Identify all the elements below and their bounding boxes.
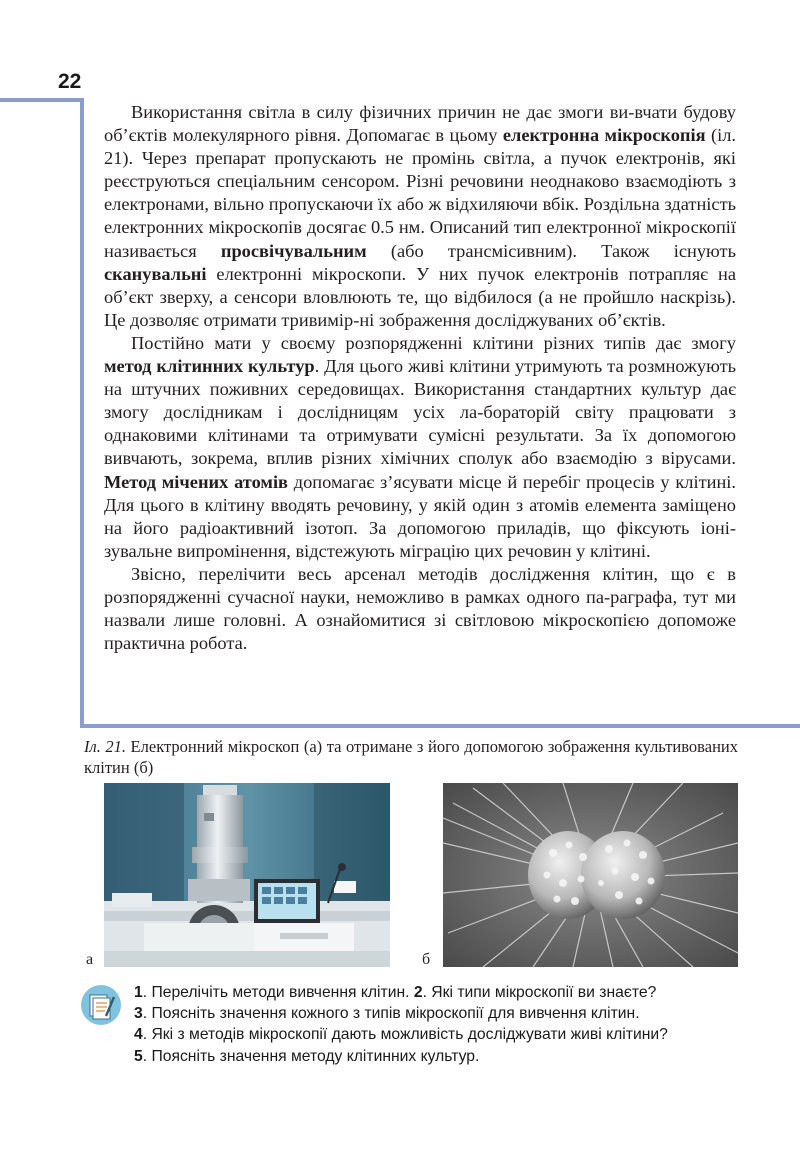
question-number: 1 xyxy=(134,984,143,1001)
text-run: електронні мікроскопи. У них пучок електронів потрапляє на об’єкт зверху, а сенсори вловлюють те, що відбилося (а не пройшло наскрізь). Це дозволяє отримати тривимір-ні зображення досліджуваних об’єктів. xyxy=(104,263,736,330)
paragraph-electron-microscopy xyxy=(104,101,736,332)
text-run: . Для цього живі клітини утримують та розмножують на штучних поживних середовищах. Використання стандартних культур дає змогу дослідникам і дослідницям усіх ла-бораторій світу працювати з однаковими клітинами та отримувати сумісні результати. За їх допомогою вивчають, зокрема, вплив різних хімічних сполук або взаємодію з вірусами. xyxy=(104,356,736,469)
term-cell-culture-method: метод клітинних культур xyxy=(104,356,315,377)
paragraph-conclusion xyxy=(104,563,736,655)
figure-caption-text: Електронний мікроскоп (а) та отримане з його допомогою зображення культивованих клітин (б) xyxy=(84,737,738,777)
question-text: . Перелічіть методи вивчення клітин. xyxy=(142,984,414,1001)
question-number: 4 xyxy=(134,1026,143,1044)
text-run: допомагає з’ясувати місце й перебіг процесів у клітині. Для цього в клітину вводять речовину, у якій один з атомів елемента заміщено на його радіоактивний ізотоп. За допомогою приладів, що фіксують іоні-зувальне випромінення, відстежують міграцію цих речовин у клітині. xyxy=(104,471,736,561)
cultured-cells-micrograph xyxy=(443,783,738,967)
question-text: . Які типи мікроскопії ви знаєте? xyxy=(422,984,657,1001)
figure-caption-label: Іл. 21. xyxy=(84,737,126,756)
frame-top-rule xyxy=(0,98,82,102)
question-line xyxy=(134,1046,754,1067)
term-scanning: сканувальні xyxy=(104,263,207,284)
question-number: 5 xyxy=(134,1047,143,1065)
figure-caption xyxy=(84,736,738,778)
paragraph-cell-cultures xyxy=(104,332,736,563)
question-text: . Поясніть значення методу клітинних культур. xyxy=(142,1047,480,1065)
question-line xyxy=(134,1024,754,1045)
body-text xyxy=(104,101,736,655)
question-number: 3 xyxy=(134,1005,143,1023)
term-labeled-atoms-method: Метод мічених атомів xyxy=(104,471,288,492)
review-questions xyxy=(134,982,754,1067)
figure-label-a: а xyxy=(86,951,94,968)
text-run: Постійно мати у своєму розпорядженні клітини різних типів дає змогу xyxy=(131,332,736,353)
term-electron-microscopy: електронна мікроскопія xyxy=(502,125,706,146)
question-line xyxy=(134,982,754,1003)
text-run: (іл. 21). Через препарат пропускають не промінь світла, а пучок електронів, які реєструються спеціальним сенсором. Різні речовини неоднаково взаємодіють з електронами, вільно пропускаючи їх або ж відхиляючи вбік. Роздільна здатність електронних мікроскопів досягає 0.5 нм. Описаний тип електронної мікроскопії називається xyxy=(104,125,737,261)
term-transmission: просвічувальним xyxy=(220,240,367,261)
frame-bottom-rule xyxy=(80,724,800,728)
question-line xyxy=(134,1003,754,1024)
page-number: 22 xyxy=(58,70,82,93)
electron-microscope-photo xyxy=(104,783,390,967)
question-text: . Які з методів мікроскопії дають можливість досліджувати живі клітини? xyxy=(142,1026,668,1044)
frame-left-rule xyxy=(80,98,84,726)
text-run: Використання світла в силу фізичних причин не дає змоги ви-вчати будову об’єктів молекулярного рівня. Допомагає в цьому xyxy=(104,102,736,146)
question-text: . Поясніть значення кожного з типів мікроскопії для вивчення клітин. xyxy=(142,1005,640,1023)
notebook-pen-icon xyxy=(81,985,121,1025)
text-run: (або трансмісивним). Також існують xyxy=(366,240,736,261)
question-number: 2 xyxy=(413,984,423,1001)
text-run: Звісно, перелічити весь арсенал методів дослідження клітин, що є в розпорядженні сучасної науки, неможливо в рамках одного па-раграфа, тут ми назвали лише головні. А ознайомитися зі світловою мікроскопією допоможе практична робота. xyxy=(104,563,736,654)
figure-label-b: б xyxy=(422,951,431,968)
